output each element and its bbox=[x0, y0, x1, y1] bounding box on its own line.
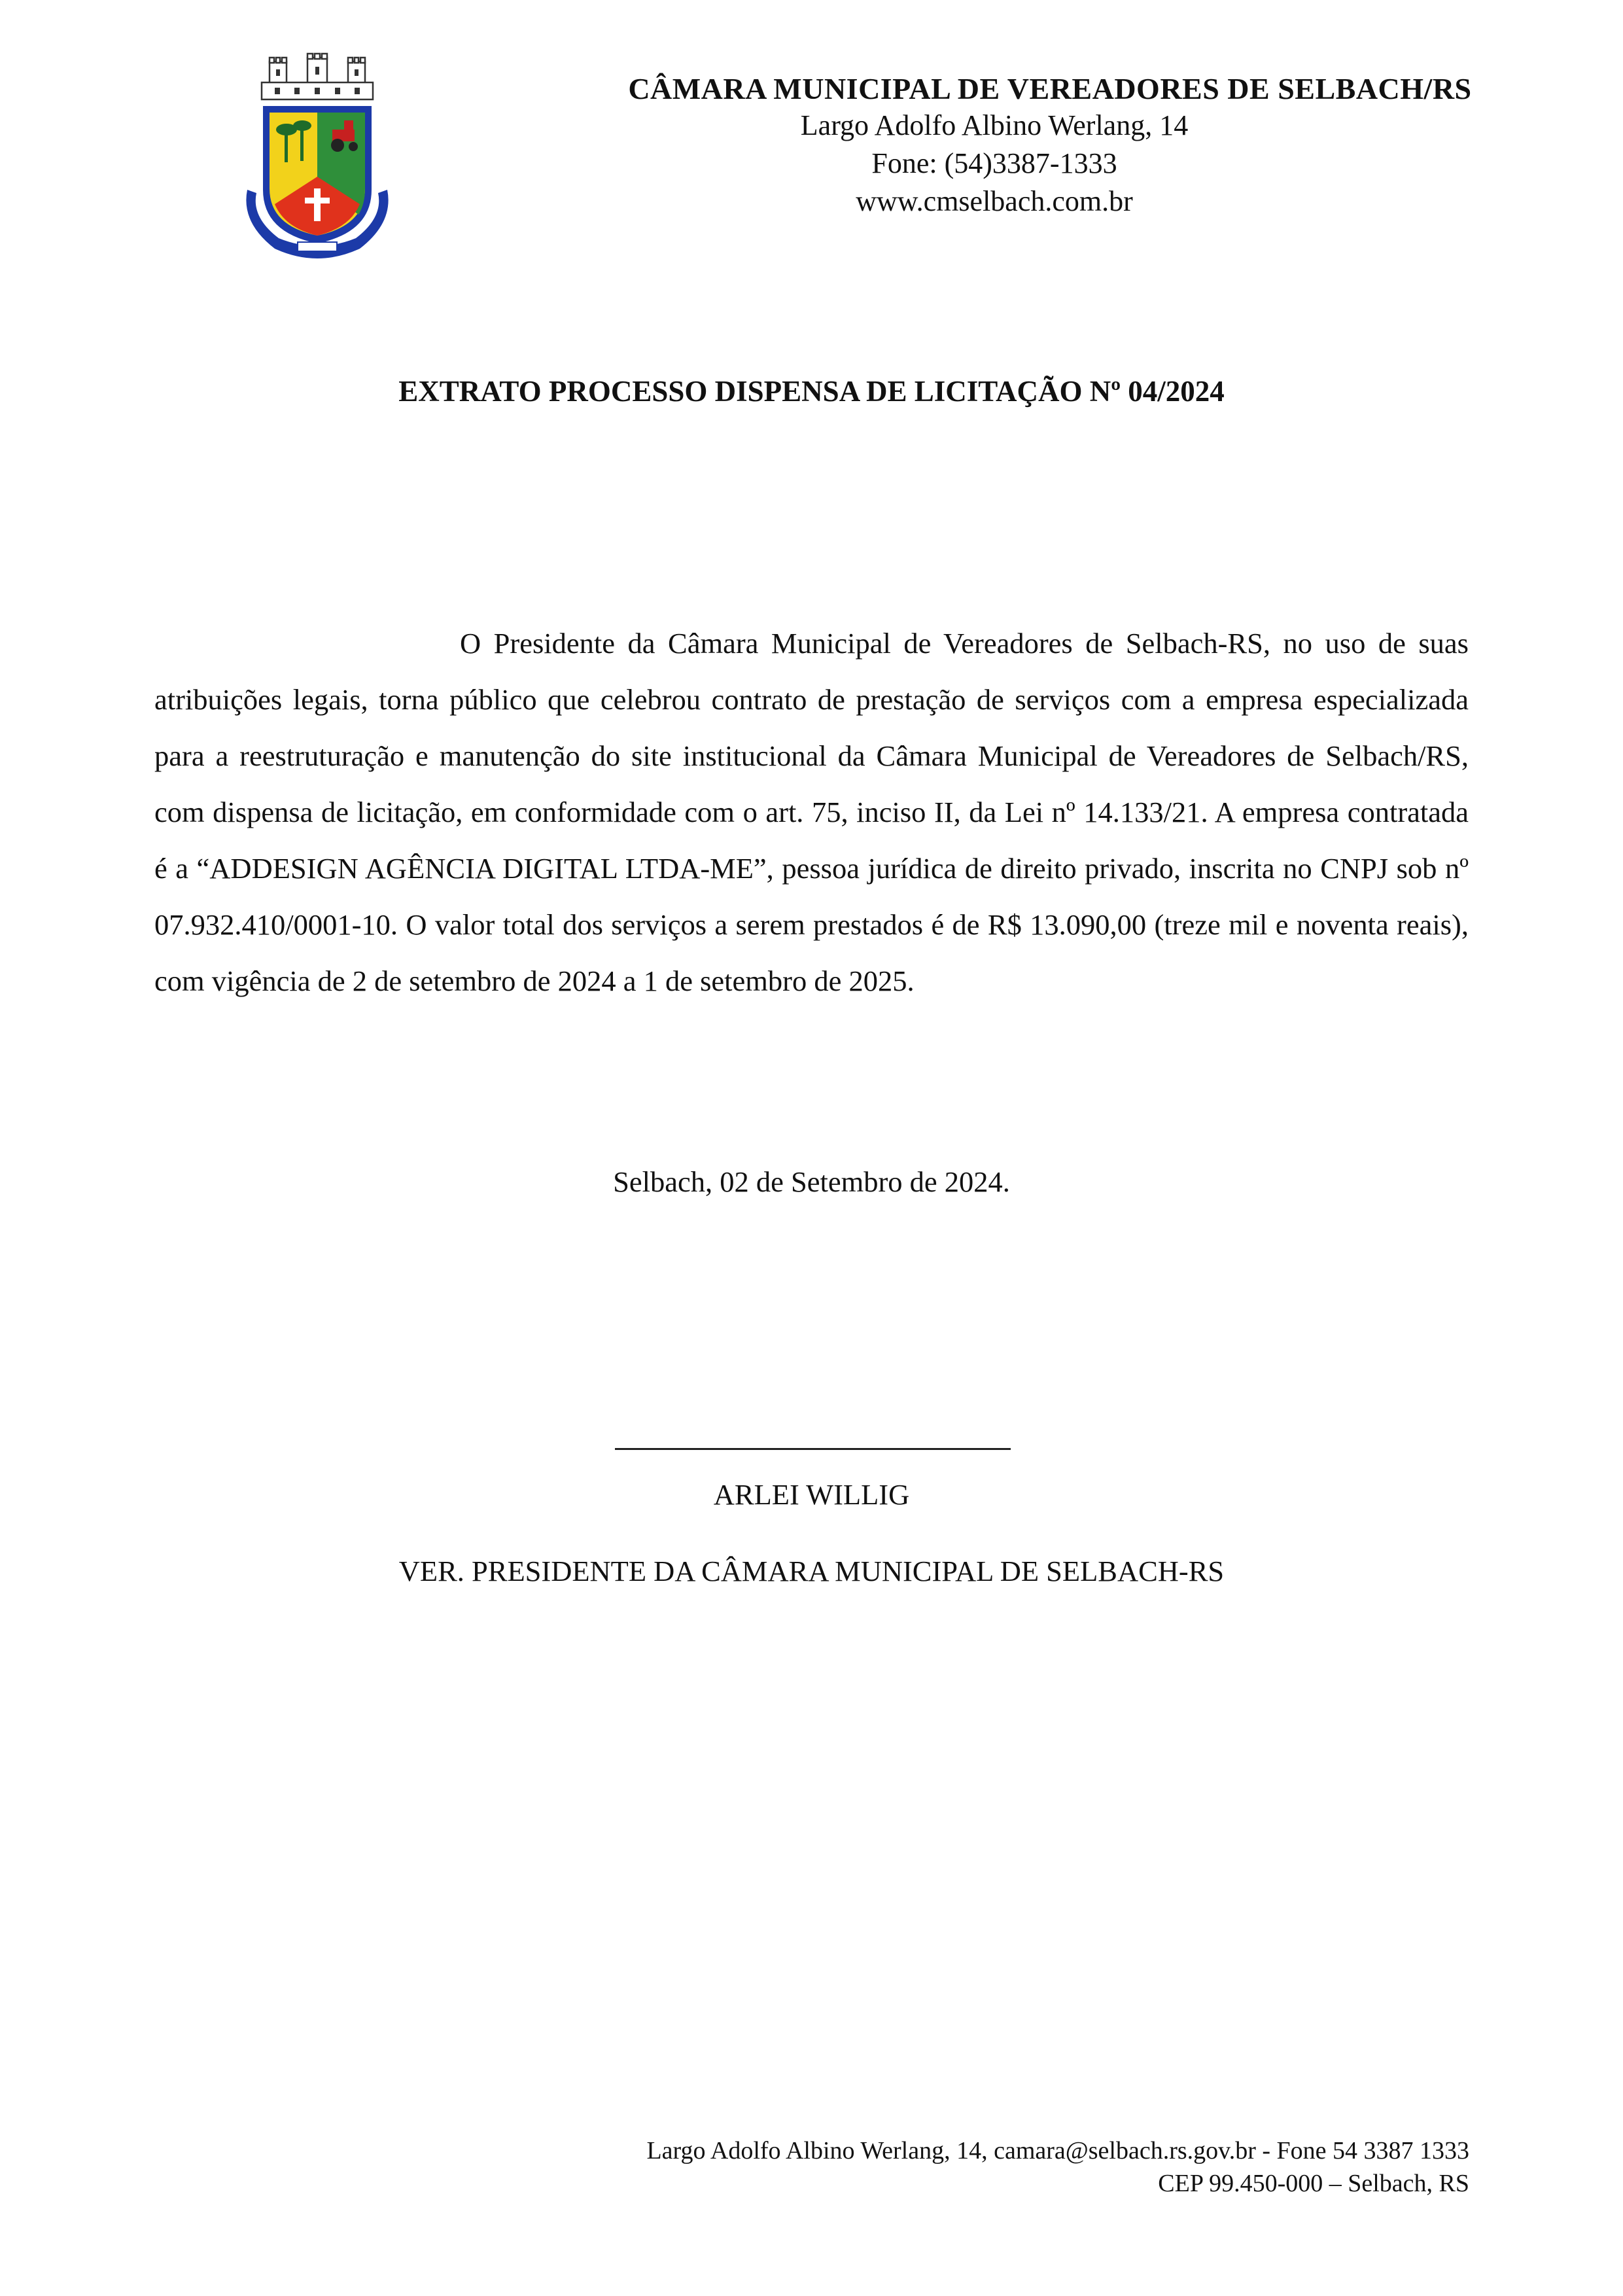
document-title: EXTRATO PROCESSO DISPENSA DE LICITAÇÃO Nº 04/2024 bbox=[398, 375, 1225, 408]
coat-of-arms-icon bbox=[236, 52, 399, 262]
org-name: CÂMARA MUNICIPAL DE VEREADORES DE SELBACH/RS bbox=[628, 72, 1472, 105]
signatory-name: ARLEI WILLIG bbox=[713, 1478, 910, 1511]
org-website: www.cmselbach.com.br bbox=[856, 185, 1133, 218]
date-line: Selbach, 02 de Setembro de 2024. bbox=[613, 1165, 1010, 1198]
org-phone: Fone: (54)3387-1333 bbox=[871, 147, 1117, 180]
body-text: O Presidente da Câmara Municipal de Vereadores de Selbach-RS, no uso de suas atribuições legais, torna público que celebrou contrato de prestação de serviços com a empresa especializada para a reestruturação e manutenção do site institucional da Câmara Municipal de Vereadores de Selbach/RS, com dispensa de licitação, em conformidade com o art. 75, inciso II, da Lei nº 14.133/21. A empresa contratada é a “ADDESIGN AGÊNCIA DIGITAL LTDA-ME”, pessoa jurídica de direito privado, inscrita no CNPJ sob nº 07.932.410/0001-10. O valor total dos serviços a serem prestados é de R$ 13.090,00 (treze mil e noventa reais), com vigência de 2 de setembro de 2024 a 1 de setembro de 2025. bbox=[154, 627, 1469, 997]
footer-contact: Largo Adolfo Albino Werlang, 14, camara@selbach.rs.gov.br - Fone 54 3387 1333 bbox=[646, 2137, 1469, 2164]
footer-postal: CEP 99.450-000 – Selbach, RS bbox=[1158, 2170, 1469, 2197]
org-address: Largo Adolfo Albino Werlang, 14 bbox=[800, 109, 1189, 142]
signatory-role: VER. PRESIDENTE DA CÂMARA MUNICIPAL DE SELBACH-RS bbox=[398, 1555, 1225, 1587]
signature-line bbox=[615, 1448, 1011, 1450]
letterhead bbox=[458, 71, 1531, 221]
body-paragraph bbox=[154, 615, 1469, 1009]
page-footer bbox=[646, 2134, 1469, 2200]
